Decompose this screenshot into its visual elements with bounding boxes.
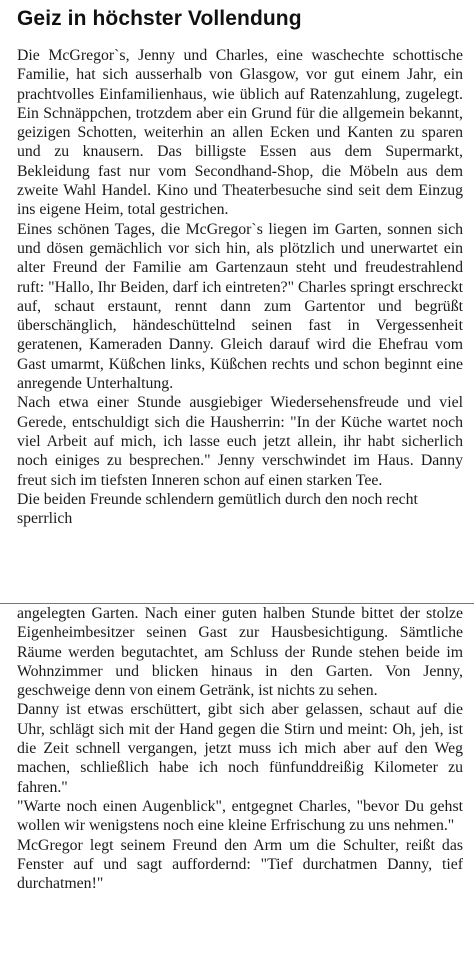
story-text-upper xyxy=(17,46,463,528)
document-title: Geiz in höchster Vollendung xyxy=(17,7,302,30)
paragraph: Eines schönen Tages, die McGregor`s liegen im Garten, sonnen sich und dösen gemächlich vor sich hin, als plötzlich und unerwartet ein alter Freund der Familie am Gartenzaun steht und freudestrahlend ruft: "Hallo, Ihr Beiden, darf ich eintreten?" Charles springt erschreckt auf, schaut erstaunt, rennt dann zum Gartentor und begrüßt überschänglich, händeschüttelnd seinen fast in Vergessenheit geratenen, Kameraden Danny. Gleich darauf wird die Ehefrau vom Gast umarmt, Küßchen links, Küßchen rechts und schon beginnt eine anregende Unterhaltung. xyxy=(17,220,463,393)
paragraph: "Warte noch einen Augenblick", entgegnet Charles, "bevor Du gehst wollen wir wenigstens noch eine kleine Erfrischung zu uns nehmen." xyxy=(17,797,463,835)
paragraph: Nach etwa einer Stunde ausgiebiger Wiedersehensfreude und viel Gerede, entschuldigt sich die Hausherrin: "In der Küche wartet noch viel Arbeit auf mich, ich lasse euch jetzt allein, ihr habt sicherlich noch einiges zu besprechen." Jenny verschwindet im Haus. Danny freut sich im tiefsten Inneren schon auf einen starken Tee. xyxy=(17,394,463,489)
paragraph: Die beiden Freunde schlendern gemütlich durch den noch recht sperrlich xyxy=(17,490,418,528)
paragraph: Die McGregor`s, Jenny und Charles, eine waschechte schottische Familie, hat sich ausserhalb von Glasgow, vor gut einem Jahr, ein prachtvolles Einfamilienhaus, wie üblich auf Ratenzahlung, zugelegt. Ein Schnäppchen, trotzdem aber ein Grund für die allgemein bekannt, geizigen Schotten, weiterhin an allen Ecken und Kanten zu sparen und zu knausern. Das billigste Essen aus dem Supermarkt, Bekleidung fast nur vom Secondhand-Shop, die Möbeln aus dem zweite Wahl Handel. Kino und Theaterbesuche sind seit dem Einzug ins eigene Heim, total gestrichen. xyxy=(17,47,463,219)
paragraph: McGregor legt seinem Freund den Arm um die Schulter, reißt das Fenster auf und sagt auffordernd: "Tief durchatmen Danny, tief durchatmen!" xyxy=(17,836,463,893)
story-text-lower xyxy=(17,604,463,893)
paragraph: angelegten Garten. Nach einer guten halben Stunde bittet der stolze Eigenheimbesitzer seinen Gast zur Hausbesichtigung. Sämtliche Räume werden begutachtet, am Schluss der Runde stehen beide im Wohnzimmer und blicken hinaus in den Garten. Von Jenny, geschweige denn von einem Getränk, ist nichts zu sehen. xyxy=(17,605,463,700)
paragraph: Danny ist etwas erschüttert, gibt sich aber gelassen, schaut auf die Uhr, schlägt sich mit der Hand gegen die Stirn und meint: Oh, jeh, ist die Zeit schnell vergangen, jetzt muss ich mich aber auf den Weg machen, schließlich habe ich noch fünfunddreißig Kilometer zu fahren." xyxy=(17,701,463,796)
